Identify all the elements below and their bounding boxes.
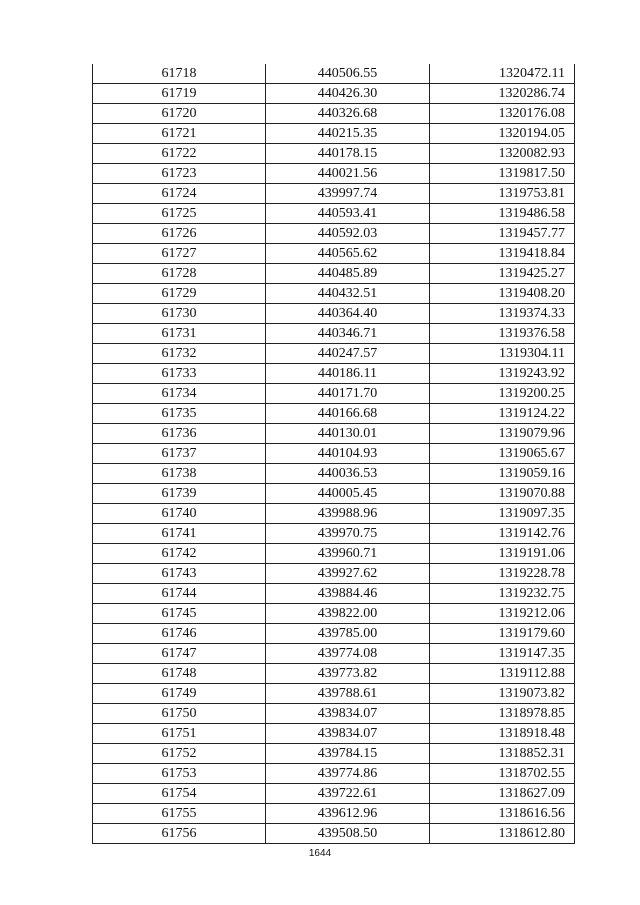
point-id-cell: 61743	[93, 564, 266, 584]
point-id-cell: 61749	[93, 684, 266, 704]
x-coordinate-cell: 439774.86	[266, 764, 430, 784]
x-coordinate-cell: 439988.96	[266, 504, 430, 524]
y-coordinate-cell: 1319457.77	[430, 224, 575, 244]
point-id-cell: 61728	[93, 264, 266, 284]
x-coordinate-cell: 439927.62	[266, 564, 430, 584]
table-row	[93, 184, 575, 204]
x-coordinate-cell: 440593.41	[266, 204, 430, 224]
y-coordinate-cell: 1318918.48	[430, 724, 575, 744]
x-coordinate-cell: 440021.56	[266, 164, 430, 184]
y-coordinate-cell: 1319073.82	[430, 684, 575, 704]
x-coordinate-cell: 440186.11	[266, 364, 430, 384]
point-id-cell: 61740	[93, 504, 266, 524]
y-coordinate-cell: 1318978.85	[430, 704, 575, 724]
x-coordinate-cell: 440506.55	[266, 64, 430, 84]
table-row	[93, 384, 575, 404]
point-id-cell: 61725	[93, 204, 266, 224]
x-coordinate-cell: 439834.07	[266, 704, 430, 724]
page-number: 1644	[308, 848, 332, 859]
table-row	[93, 284, 575, 304]
x-coordinate-cell: 440364.40	[266, 304, 430, 324]
point-id-cell: 61756	[93, 824, 266, 844]
table-row	[93, 124, 575, 144]
table-row	[93, 244, 575, 264]
point-id-cell: 61733	[93, 364, 266, 384]
table-row	[93, 444, 575, 464]
x-coordinate-cell: 439508.50	[266, 824, 430, 844]
y-coordinate-cell: 1319376.58	[430, 324, 575, 344]
table-row	[93, 424, 575, 444]
point-id-cell: 61744	[93, 584, 266, 604]
point-id-cell: 61736	[93, 424, 266, 444]
x-coordinate-cell: 439960.71	[266, 544, 430, 564]
point-id-cell: 61720	[93, 104, 266, 124]
table-row	[93, 804, 575, 824]
point-id-cell: 61741	[93, 524, 266, 544]
table-row	[93, 624, 575, 644]
table-row	[93, 304, 575, 324]
y-coordinate-cell: 1319079.96	[430, 424, 575, 444]
x-coordinate-cell: 439834.07	[266, 724, 430, 744]
coordinates-table	[92, 64, 575, 844]
table-row	[93, 164, 575, 184]
x-coordinate-cell: 439773.82	[266, 664, 430, 684]
y-coordinate-cell: 1319212.06	[430, 604, 575, 624]
table-row	[93, 64, 575, 84]
y-coordinate-cell: 1320082.93	[430, 144, 575, 164]
table-row	[93, 644, 575, 664]
x-coordinate-cell: 440104.93	[266, 444, 430, 464]
point-id-cell: 61729	[93, 284, 266, 304]
x-coordinate-cell: 439784.15	[266, 744, 430, 764]
point-id-cell: 61730	[93, 304, 266, 324]
x-coordinate-cell: 440432.51	[266, 284, 430, 304]
y-coordinate-cell: 1319228.78	[430, 564, 575, 584]
y-coordinate-cell: 1319817.50	[430, 164, 575, 184]
x-coordinate-cell: 440178.15	[266, 144, 430, 164]
y-coordinate-cell: 1319070.88	[430, 484, 575, 504]
coordinates-table-body	[93, 64, 575, 844]
table-row	[93, 84, 575, 104]
y-coordinate-cell: 1319142.76	[430, 524, 575, 544]
y-coordinate-cell: 1319418.84	[430, 244, 575, 264]
point-id-cell: 61752	[93, 744, 266, 764]
table-row	[93, 604, 575, 624]
table-row	[93, 204, 575, 224]
x-coordinate-cell: 440036.53	[266, 464, 430, 484]
table-row	[93, 144, 575, 164]
y-coordinate-cell: 1319200.25	[430, 384, 575, 404]
table-row	[93, 764, 575, 784]
point-id-cell: 61718	[93, 64, 266, 84]
point-id-cell: 61732	[93, 344, 266, 364]
x-coordinate-cell: 440346.71	[266, 324, 430, 344]
table-row	[93, 584, 575, 604]
table-row	[93, 464, 575, 484]
point-id-cell: 61727	[93, 244, 266, 264]
y-coordinate-cell: 1320286.74	[430, 84, 575, 104]
x-coordinate-cell: 439785.00	[266, 624, 430, 644]
y-coordinate-cell: 1319112.88	[430, 664, 575, 684]
table-row	[93, 704, 575, 724]
y-coordinate-cell: 1319059.16	[430, 464, 575, 484]
x-coordinate-cell: 440247.57	[266, 344, 430, 364]
point-id-cell: 61721	[93, 124, 266, 144]
table-row	[93, 324, 575, 344]
point-id-cell: 61746	[93, 624, 266, 644]
y-coordinate-cell: 1319753.81	[430, 184, 575, 204]
x-coordinate-cell: 439997.74	[266, 184, 430, 204]
point-id-cell: 61735	[93, 404, 266, 424]
y-coordinate-cell: 1318702.55	[430, 764, 575, 784]
table-row	[93, 264, 575, 284]
x-coordinate-cell: 439970.75	[266, 524, 430, 544]
point-id-cell: 61739	[93, 484, 266, 504]
table-row	[93, 364, 575, 384]
table-row	[93, 224, 575, 244]
x-coordinate-cell: 440005.45	[266, 484, 430, 504]
table-row	[93, 104, 575, 124]
x-coordinate-cell: 440130.01	[266, 424, 430, 444]
y-coordinate-cell: 1318612.80	[430, 824, 575, 844]
y-coordinate-cell: 1319065.67	[430, 444, 575, 464]
y-coordinate-cell: 1319408.20	[430, 284, 575, 304]
table-row	[93, 484, 575, 504]
point-id-cell: 61723	[93, 164, 266, 184]
point-id-cell: 61751	[93, 724, 266, 744]
x-coordinate-cell: 439774.08	[266, 644, 430, 664]
x-coordinate-cell: 440166.68	[266, 404, 430, 424]
x-coordinate-cell: 440215.35	[266, 124, 430, 144]
y-coordinate-cell: 1318616.56	[430, 804, 575, 824]
point-id-cell: 61722	[93, 144, 266, 164]
x-coordinate-cell: 440426.30	[266, 84, 430, 104]
point-id-cell: 61754	[93, 784, 266, 804]
y-coordinate-cell: 1319425.27	[430, 264, 575, 284]
table-row	[93, 684, 575, 704]
y-coordinate-cell: 1319232.75	[430, 584, 575, 604]
x-coordinate-cell: 440171.70	[266, 384, 430, 404]
x-coordinate-cell: 439884.46	[266, 584, 430, 604]
point-id-cell: 61742	[93, 544, 266, 564]
point-id-cell: 61755	[93, 804, 266, 824]
table-row	[93, 724, 575, 744]
x-coordinate-cell: 440565.62	[266, 244, 430, 264]
table-row	[93, 524, 575, 544]
table-row	[93, 344, 575, 364]
x-coordinate-cell: 439612.96	[266, 804, 430, 824]
x-coordinate-cell: 439722.61	[266, 784, 430, 804]
y-coordinate-cell: 1319374.33	[430, 304, 575, 324]
y-coordinate-cell: 1320176.08	[430, 104, 575, 124]
y-coordinate-cell: 1319097.35	[430, 504, 575, 524]
y-coordinate-cell: 1319304.11	[430, 344, 575, 364]
point-id-cell: 61724	[93, 184, 266, 204]
table-row	[93, 784, 575, 804]
point-id-cell: 61753	[93, 764, 266, 784]
point-id-cell: 61734	[93, 384, 266, 404]
table-row	[93, 544, 575, 564]
point-id-cell: 61745	[93, 604, 266, 624]
table-row	[93, 664, 575, 684]
point-id-cell: 61719	[93, 84, 266, 104]
y-coordinate-cell: 1318852.31	[430, 744, 575, 764]
y-coordinate-cell: 1319243.92	[430, 364, 575, 384]
point-id-cell: 61747	[93, 644, 266, 664]
point-id-cell: 61737	[93, 444, 266, 464]
y-coordinate-cell: 1318627.09	[430, 784, 575, 804]
point-id-cell: 61731	[93, 324, 266, 344]
y-coordinate-cell: 1320194.05	[430, 124, 575, 144]
table-row	[93, 504, 575, 524]
x-coordinate-cell: 440592.03	[266, 224, 430, 244]
table-row	[93, 744, 575, 764]
x-coordinate-cell: 439822.00	[266, 604, 430, 624]
table-row	[93, 404, 575, 424]
table-row	[93, 824, 575, 844]
x-coordinate-cell: 440485.89	[266, 264, 430, 284]
point-id-cell: 61750	[93, 704, 266, 724]
y-coordinate-cell: 1319486.58	[430, 204, 575, 224]
x-coordinate-cell: 440326.68	[266, 104, 430, 124]
point-id-cell: 61738	[93, 464, 266, 484]
x-coordinate-cell: 439788.61	[266, 684, 430, 704]
point-id-cell: 61748	[93, 664, 266, 684]
y-coordinate-cell: 1319179.60	[430, 624, 575, 644]
table-row	[93, 564, 575, 584]
y-coordinate-cell: 1320472.11	[430, 64, 575, 84]
y-coordinate-cell: 1319124.22	[430, 404, 575, 424]
y-coordinate-cell: 1319191.06	[430, 544, 575, 564]
y-coordinate-cell: 1319147.35	[430, 644, 575, 664]
point-id-cell: 61726	[93, 224, 266, 244]
